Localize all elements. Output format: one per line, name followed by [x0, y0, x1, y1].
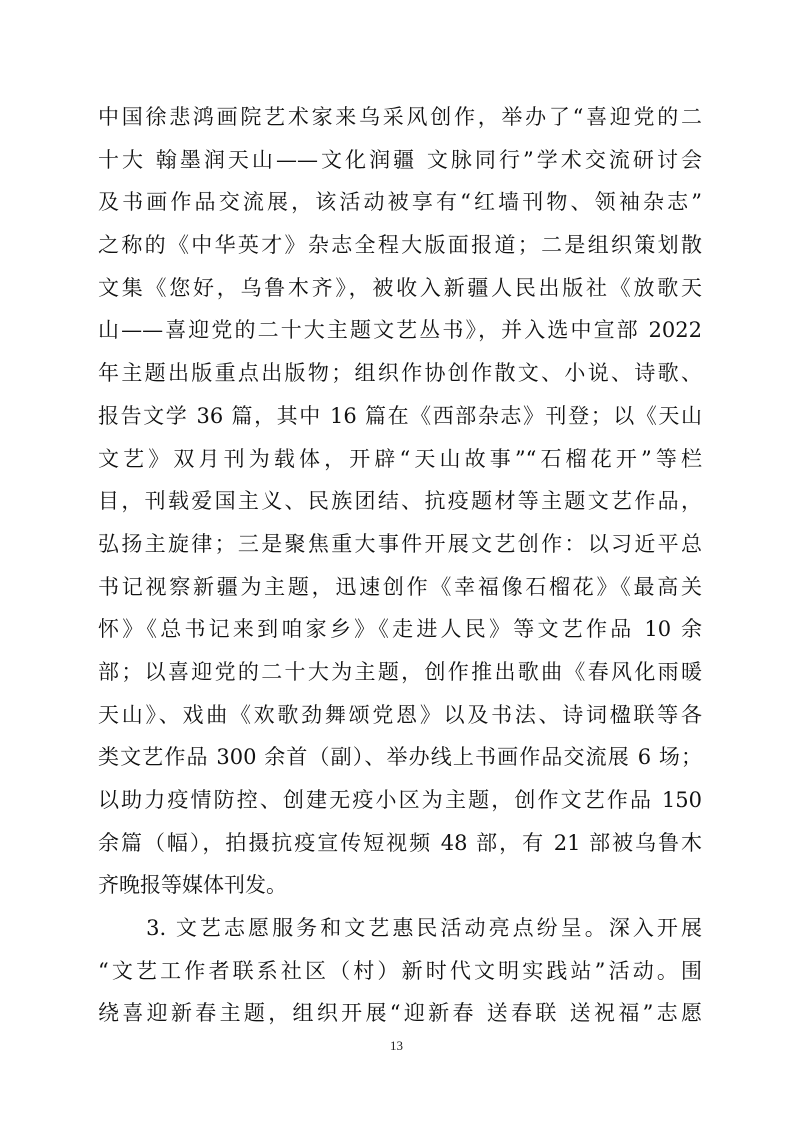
- paragraph-end-line: 齐晚报等媒体刊发。: [98, 873, 287, 898]
- text-line: 天山》、戏曲《欢歌劲舞颂党恩》以及书法、诗词楹联等各: [98, 702, 702, 727]
- text-line: 弘扬主旋律；三是聚焦重大事件开展文艺创作：以习近平总: [98, 531, 702, 556]
- text-line: 文集《您好，乌鲁木齐》，被收入新疆人民出版社《放歌天: [98, 275, 702, 300]
- text-line: 及书画作品交流展，该活动被享有“红墙刊物、领袖杂志”: [98, 190, 702, 215]
- text-line: 目，刊载爱国主义、民族团结、抗疫题材等主题文艺作品，: [98, 489, 702, 514]
- text-line: 怀》《总书记来到咱家乡》《走进人民》等文艺作品 10 余: [98, 617, 702, 642]
- text-line: 报告文学 36 篇，其中 16 篇在《西部杂志》刊登；以《天山: [98, 403, 702, 428]
- text-line: 之称的《中华英才》杂志全程大版面报道；二是组织策划散: [98, 233, 702, 258]
- text-line: 文艺》双月刊为载体，开辟“天山故事”“石榴花开”等栏: [98, 446, 702, 471]
- text-line: 绕喜迎新春主题，组织开展“迎新春 送春联 送祝福”志愿: [98, 1001, 702, 1026]
- section-heading-line: 3. 文艺志愿服务和文艺惠民活动亮点纷呈。深入开展: [98, 916, 702, 941]
- text-line: 年主题出版重点出版物；组织作协创作散文、小说、诗歌、: [98, 361, 702, 386]
- text-line: 部；以喜迎党的二十大为主题，创作推出歌曲《春风化雨暖: [98, 659, 702, 684]
- text-line: 山——喜迎党的二十大主题文艺丛书》，并入选中宣部 2022: [98, 318, 702, 343]
- text-line: 类文艺作品 300 余首（副）、举办线上书画作品交流展 6 场；: [98, 745, 702, 770]
- text-line: 书记视察新疆为主题，迅速创作《幸福像石榴花》《最高关: [98, 574, 702, 599]
- body-text: [98, 96, 702, 1035]
- text-line: “文艺工作者联系社区（村）新时代文明实践站”活动。围: [98, 958, 702, 983]
- text-line: 余篇（幅），拍摄抗疫宣传短视频 48 部，有 21 部被乌鲁木: [98, 830, 702, 855]
- text-line: 以助力疫情防控、创建无疫小区为主题，创作文艺作品 150: [98, 788, 702, 812]
- text-line: 十大 翰墨润天山——文化润疆 文脉同行”学术交流研讨会: [98, 147, 702, 172]
- page-number: 13: [390, 1038, 403, 1053]
- text-line: 中国徐悲鸿画院艺术家来乌采风创作，举办了“喜迎党的二: [98, 105, 702, 129]
